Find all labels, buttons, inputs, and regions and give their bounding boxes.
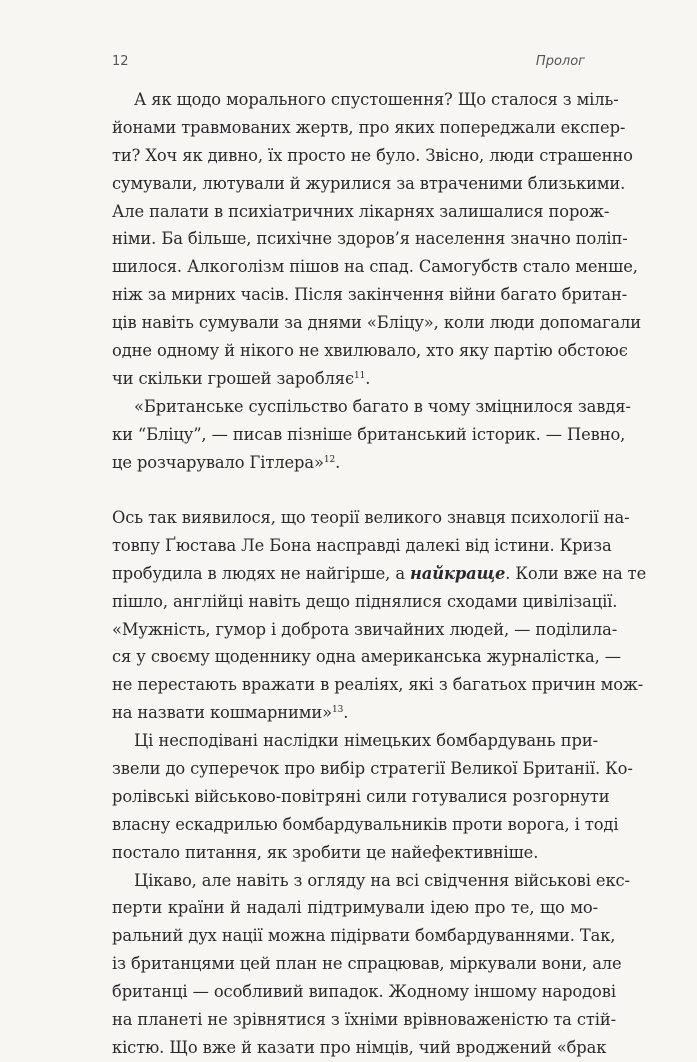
text-line: ки “Бліцу”, — писав пізніше британський історик. — Певно, (112, 424, 626, 444)
paragraph-4 (112, 727, 633, 866)
text-fragment: чи скільки грошей заробляє (112, 368, 355, 388)
paragraph-3 (112, 504, 647, 727)
text-line: товпу Ґюстава Ле Бона насправді далекі від істини. Криза (112, 535, 612, 555)
text-fragment: на назвати кошмарними» (112, 703, 332, 723)
text-line: перти країни й надалі підтримували ідею про те, що мо- (112, 898, 598, 918)
paragraph-5 (112, 867, 630, 1062)
text-line: ців навіть сумували за днями «Бліцу», коли люди допомагали (112, 313, 642, 333)
text-line: шилося. Алкоголізм пішов на спад. Самогубств стало менше, (112, 257, 638, 277)
text-line: ніж за мирних часів. Після закінчення війни багато британ- (112, 285, 628, 305)
paragraph-2 (112, 393, 631, 477)
section-break (112, 476, 598, 504)
text-line: Ось так виявилося, що теорії великого знавця психології на- (112, 507, 630, 527)
text-line: із британцями цей план не спрацював, міркували вони, але (112, 954, 622, 974)
text-line: чи скільки грошей заробляє$^{11}$. (112, 368, 371, 388)
running-title: Пролог (535, 54, 585, 69)
text-fragment: це розчарувало Гітлера» (112, 452, 324, 472)
body-text (112, 86, 647, 1062)
text-line: сумували, лютували й журилися за втраченими близькими. (112, 173, 626, 193)
text-line: одне одному й нікого не хвилювало, хто яку партію обстоює (112, 341, 628, 361)
page-number: 12 (112, 54, 129, 69)
text-line: німи. Ба більше, психічне здоров’я населення значно поліп- (112, 229, 628, 249)
text-fragment: . Коли вже на те (505, 563, 647, 583)
text-line: британці — особливий випадок. Жодному іншому народові (112, 982, 616, 1002)
text-line: власну ескадрилью бомбардувальників проти ворога, і тоді (112, 814, 619, 834)
footnote-ref: 12 (323, 454, 336, 465)
text-line: Цікаво, але навіть з огляду на всі свідчення військові екс- (134, 870, 630, 890)
text-line: йонами травмованих жертв, про яких попереджали експер- (112, 117, 626, 137)
text-line: Ці несподівані наслідки німецьких бомбардувань при- (134, 731, 598, 751)
text-line: це розчарувало Гітлера»$^{12}$. (112, 452, 341, 472)
text-fragment: пробудила в людях не найгірше, а (112, 563, 411, 583)
text-line: на назвати кошмарними»$^{13}$. (112, 703, 349, 723)
page-header (112, 54, 585, 74)
text-line: «Британське суспільство багато в чому зміцнилося завдя- (134, 396, 631, 416)
text-line: Але палати в психіатричних лікарнях залишалися порож- (112, 201, 610, 221)
text-line: кістю. Що вже й казати про німців, чий вроджений «брак (112, 1037, 607, 1057)
text-line: А як щодо морального спустошення? Що сталося з міль- (134, 90, 619, 109)
text-line (112, 560, 647, 588)
footnote-ref: 11 (354, 370, 366, 381)
text-line: ральний дух нації можна підірвати бомбардуваннями. Так, (112, 926, 616, 946)
paragraph-1 (112, 86, 642, 393)
text-line: звели до суперечок про вибір стратегії Великої Британії. Ко- (112, 758, 633, 778)
text-line: не перестають вражати в реаліях, які з багатьох причин мож- (112, 675, 644, 695)
text-line: ти? Хоч як дивно, їх просто не було. Звісно, люди страшенно (112, 145, 633, 165)
text-line: ся у своєму щоденнику одна американська журналістка, — (112, 647, 621, 667)
text-line: на планеті не зрівнятися з їхніми врівноваженістю та стій- (112, 1010, 616, 1029)
text-line: постало питання, як зробити це найефективніше. (112, 842, 539, 862)
text-line: «Мужність, гумор і доброта звичайних людей, — поділила- (112, 619, 618, 639)
footnote-ref: 13 (331, 705, 344, 716)
text-line: пішло, англійці навіть дещо піднялися сходами цивілізації. (112, 591, 618, 611)
emphasis: найкраще (410, 563, 506, 583)
text-line: ролівські військово-повітряні сили готувалися розгорнути (112, 786, 610, 806)
